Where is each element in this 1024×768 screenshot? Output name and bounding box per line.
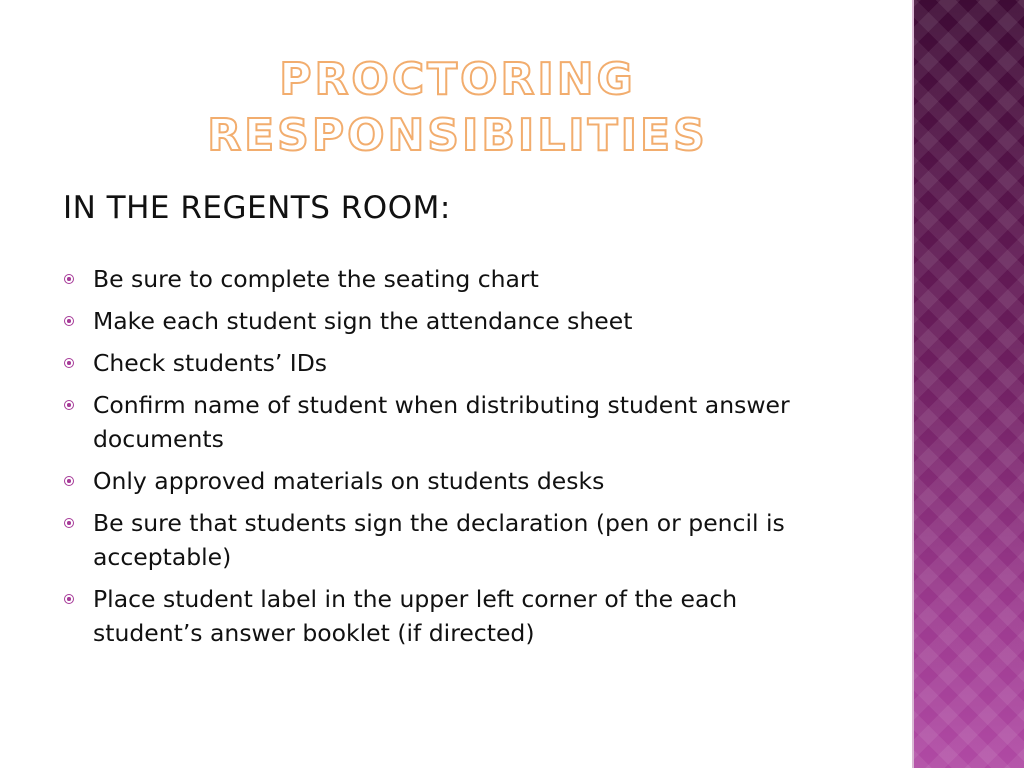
circle-dot-bullet-icon — [64, 476, 74, 486]
title-line-2: RESPONSIBILITIES — [207, 110, 708, 161]
bullet-text: Be sure to complete the seating chart — [93, 265, 539, 293]
bullet-text: Be sure that students sign the declaration (pen or pencil is acceptable) — [93, 509, 785, 571]
circle-dot-bullet-icon — [64, 358, 74, 368]
side-band-edge — [912, 0, 914, 768]
list-item — [62, 262, 852, 296]
list-item — [62, 388, 852, 456]
bullet-text: Check students’ IDs — [93, 349, 328, 377]
list-item — [62, 464, 852, 498]
circle-dot-bullet-icon — [64, 316, 74, 326]
list-item — [62, 346, 852, 380]
subheading: IN THE REGENTS ROOM: — [63, 190, 451, 226]
title-line-1: PROCTORING — [279, 54, 636, 105]
bullet-list — [62, 262, 852, 658]
bullet-text: Place student label in the upper left corner of the each student’s answer booklet (if directed) — [93, 585, 738, 647]
bullet-text: Only approved materials on students desks — [93, 467, 605, 495]
decorative-side-band — [912, 0, 1024, 768]
bullet-text: Make each student sign the attendance sheet — [93, 307, 633, 335]
slide-title — [60, 52, 855, 164]
circle-dot-bullet-icon — [64, 400, 74, 410]
bullet-text: Confirm name of student when distributing student answer documents — [93, 391, 790, 453]
list-item — [62, 582, 852, 650]
list-item — [62, 506, 852, 574]
circle-dot-bullet-icon — [64, 594, 74, 604]
circle-dot-bullet-icon — [64, 274, 74, 284]
list-item — [62, 304, 852, 338]
circle-dot-bullet-icon — [64, 518, 74, 528]
